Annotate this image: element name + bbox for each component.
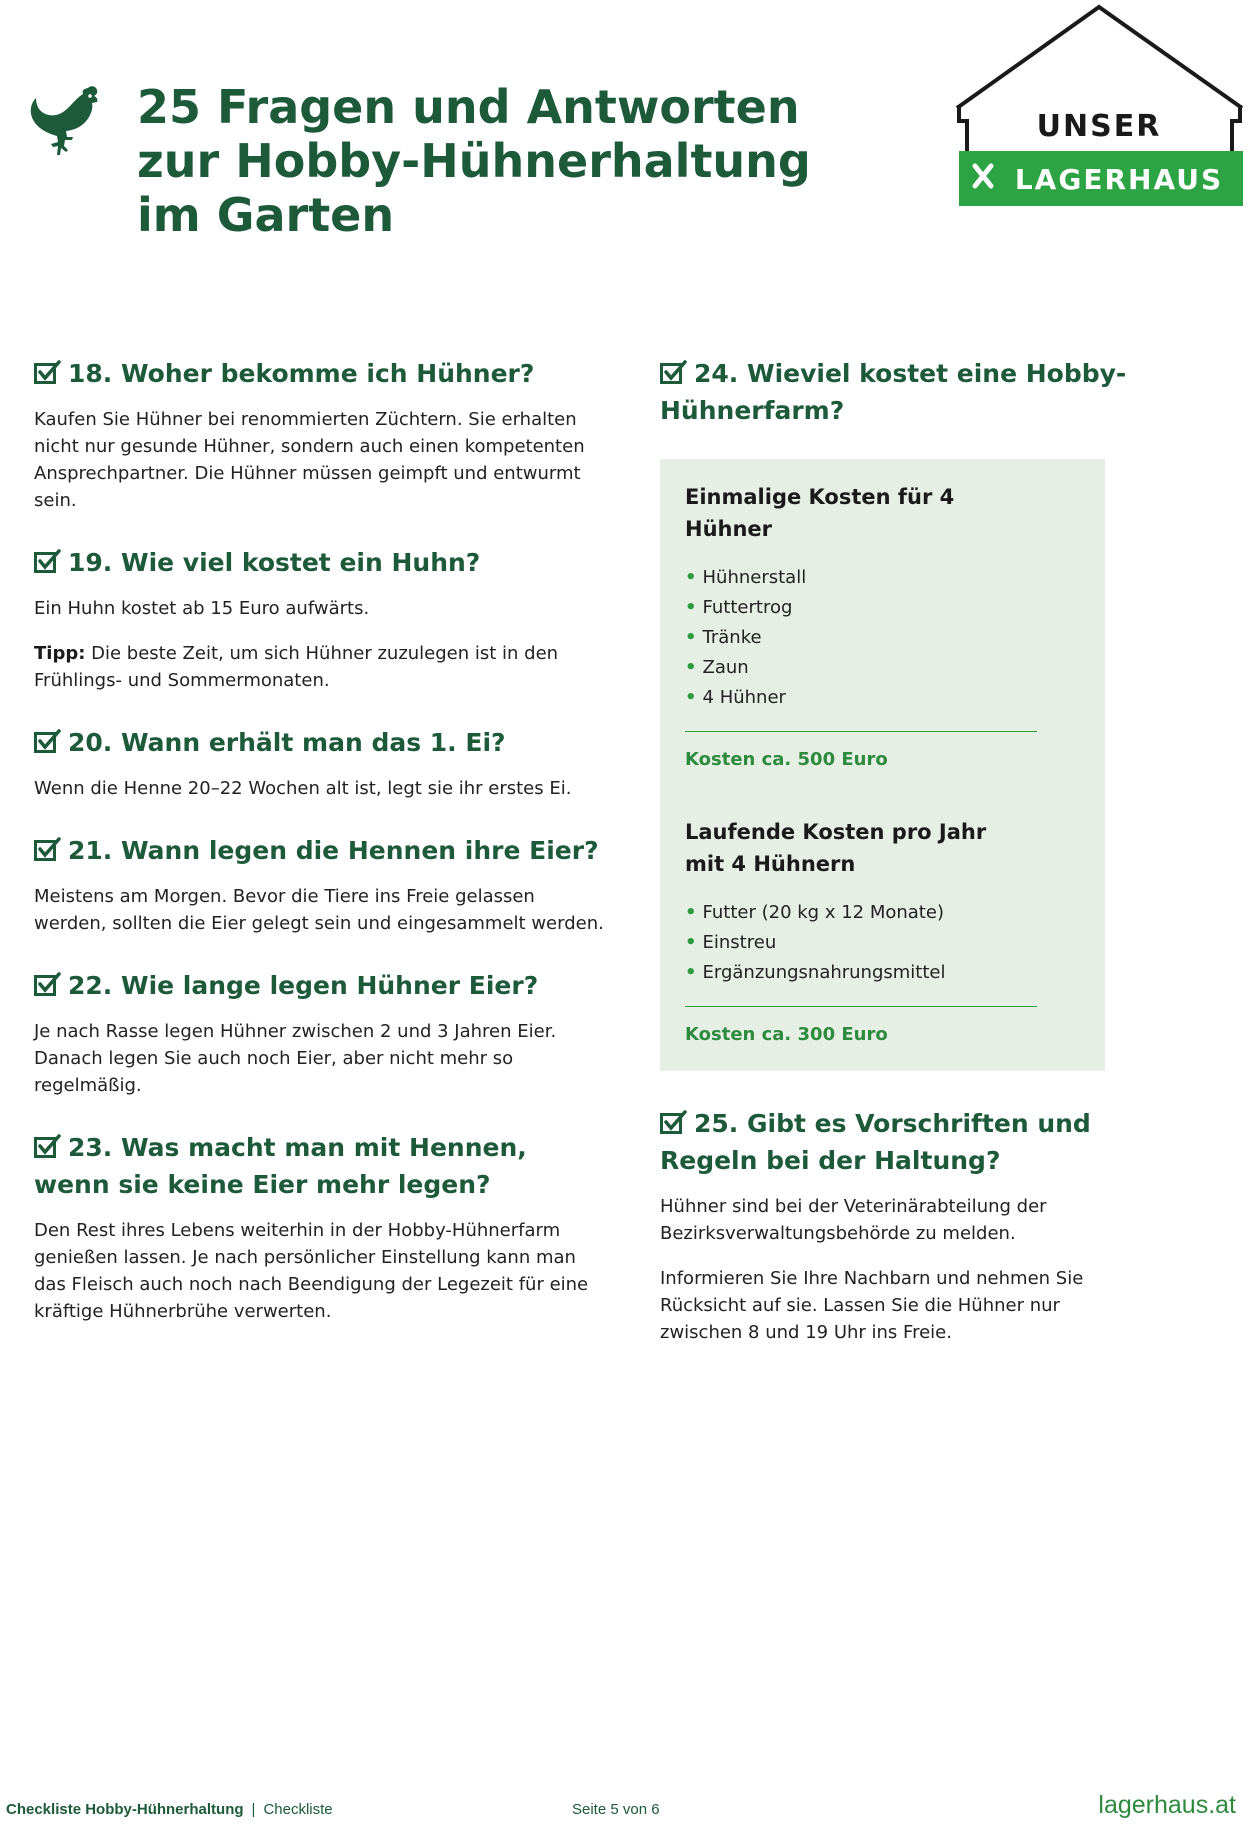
question-title: 22. Wie lange legen Hühner Eier? <box>68 971 539 1000</box>
once-cost-total: Kosten ca. 500 Euro <box>685 749 888 770</box>
right-column <box>660 355 1130 1376</box>
footer-doc-type: Checkliste <box>263 1801 333 1818</box>
question-20 <box>34 724 604 802</box>
question-title: 21. Wann legen die Hennen ihre Eier? <box>68 836 599 865</box>
question-heading <box>34 544 604 581</box>
checkbox-checked-icon <box>34 360 61 385</box>
question-24 <box>660 355 1130 429</box>
list-item: • Tränke <box>685 627 762 648</box>
question-heading <box>34 1129 604 1203</box>
question-title: 24. Wieviel kostet eine Hobby-Hühnerfarm? <box>660 359 1127 425</box>
question-22 <box>34 967 604 1099</box>
list-item: • Ergänzungsnahrungsmittel <box>685 962 946 983</box>
tip-label: Tipp: <box>34 643 86 664</box>
page-number: Seite 5 von 6 <box>572 1801 660 1818</box>
page-footer <box>0 1791 1250 1823</box>
answer-text: Je nach Rasse legen Hühner zwischen 2 und 3 Jahren Eier. Danach legen Sie auch noch Eier, aber nicht mehr so regelmäßig. <box>34 1021 557 1096</box>
title-line-3: im Garten <box>137 188 395 242</box>
question-title: 19. Wie viel kostet ein Huhn? <box>68 548 481 577</box>
question-25 <box>660 1105 1130 1346</box>
checkbox-checked-icon <box>660 360 687 385</box>
list-item: • Hühnerstall <box>685 567 807 588</box>
list-item: • Futter (20 kg x 12 Monate) <box>685 902 944 923</box>
yearly-cost-list <box>685 898 1105 988</box>
question-18 <box>34 355 604 514</box>
checkbox-checked-icon <box>34 837 61 862</box>
left-column <box>34 355 604 1355</box>
answer-text: Kaufen Sie Hühner bei renommierten Züchtern. Sie erhalten nicht nur gesunde Hühner, sondern auch einen kompetenten Ansprechpartner. Die Hühner müssen geimpft und entwurmt sein. <box>34 409 585 511</box>
answer-text: Den Rest ihres Lebens weiterhin in der Hobby-Hühnerfarm genießen lassen. Je nach persönlicher Einstellung kann man das Fleisch auch noch nach Beendigung der Legezeit für eine kräftige Hühnerbrühe verwerten. <box>34 1220 589 1322</box>
footer-doc-title: Checkliste Hobby-Hühnerhaltung <box>6 1801 244 1818</box>
answer-text: Meistens am Morgen. Bevor die Tiere ins Freie gelassen werden, sollten die Eier gelegt sein und eingesammelt werden. <box>34 886 604 934</box>
answer-text: Informieren Sie Ihre Nachbarn und nehmen Sie Rücksicht auf sie. Lassen Sie die Hühner nur zwischen 8 und 19 Uhr ins Freie. <box>660 1268 1084 1343</box>
question-heading <box>34 967 604 1004</box>
answer-text: Hühner sind bei der Veterinärabteilung der Bezirksverwaltungsbehörde zu melden. <box>660 1196 1047 1244</box>
lagerhaus-logo <box>953 3 1246 208</box>
question-23 <box>34 1129 604 1325</box>
answer-text: Wenn die Henne 20–22 Wochen alt ist, legt sie ihr erstes Ei. <box>34 778 572 799</box>
logo-top-text: UNSER <box>1036 109 1162 144</box>
question-heading <box>660 1105 1130 1179</box>
checkbox-checked-icon <box>660 1110 687 1135</box>
cost-box <box>660 459 1105 1071</box>
question-title: 18. Woher bekomme ich Hühner? <box>68 359 535 388</box>
title-line-1: 25 Fragen und Antworten <box>137 80 800 134</box>
page-title <box>137 80 811 242</box>
list-item: • Zaun <box>685 657 749 678</box>
question-heading <box>34 355 604 392</box>
question-21 <box>34 832 604 937</box>
question-heading <box>34 832 604 869</box>
question-title: 23. Was macht man mit Hennen, wenn sie keine Eier mehr legen? <box>34 1133 527 1199</box>
list-item: • Futtertrog <box>685 597 793 618</box>
yearly-cost-total: Kosten ca. 300 Euro <box>685 1024 888 1045</box>
checkbox-checked-icon <box>34 1134 61 1159</box>
once-cost-heading: Einmalige Kosten für 4 Hühner <box>685 485 955 541</box>
list-item: • Einstreu <box>685 932 777 953</box>
logo-bottom-text: LAGERHAUS <box>1014 163 1224 196</box>
question-title: 25. Gibt es Vorschriften und Regeln bei der Haltung? <box>660 1109 1091 1175</box>
checkbox-checked-icon <box>34 549 61 574</box>
footer-separator: | <box>251 1801 256 1818</box>
once-cost-list <box>685 563 1105 713</box>
checkbox-checked-icon <box>34 972 61 997</box>
question-title: 20. Wann erhält man das 1. Ei? <box>68 728 506 757</box>
answer-text: Ein Huhn kostet ab 15 Euro aufwärts. <box>34 598 370 619</box>
footer-doc-info <box>6 1801 333 1818</box>
divider <box>685 1006 1037 1007</box>
hen-icon <box>28 84 100 158</box>
list-item: • 4 Hühner <box>685 687 786 708</box>
title-line-2: zur Hobby-Hühnerhaltung <box>137 134 811 188</box>
question-19 <box>34 544 604 694</box>
question-heading <box>660 355 1130 429</box>
yearly-cost-heading: Laufende Kosten pro Jahr mit 4 Hühnern <box>685 820 987 876</box>
checkbox-checked-icon <box>34 729 61 754</box>
divider <box>685 731 1037 732</box>
question-heading <box>34 724 604 761</box>
tip-text <box>34 640 604 694</box>
website-link[interactable]: lagerhaus.at <box>1098 1791 1236 1819</box>
tip-body: Die beste Zeit, um sich Hühner zuzulegen ist in den Frühlings- und Sommermonaten. <box>34 643 559 691</box>
